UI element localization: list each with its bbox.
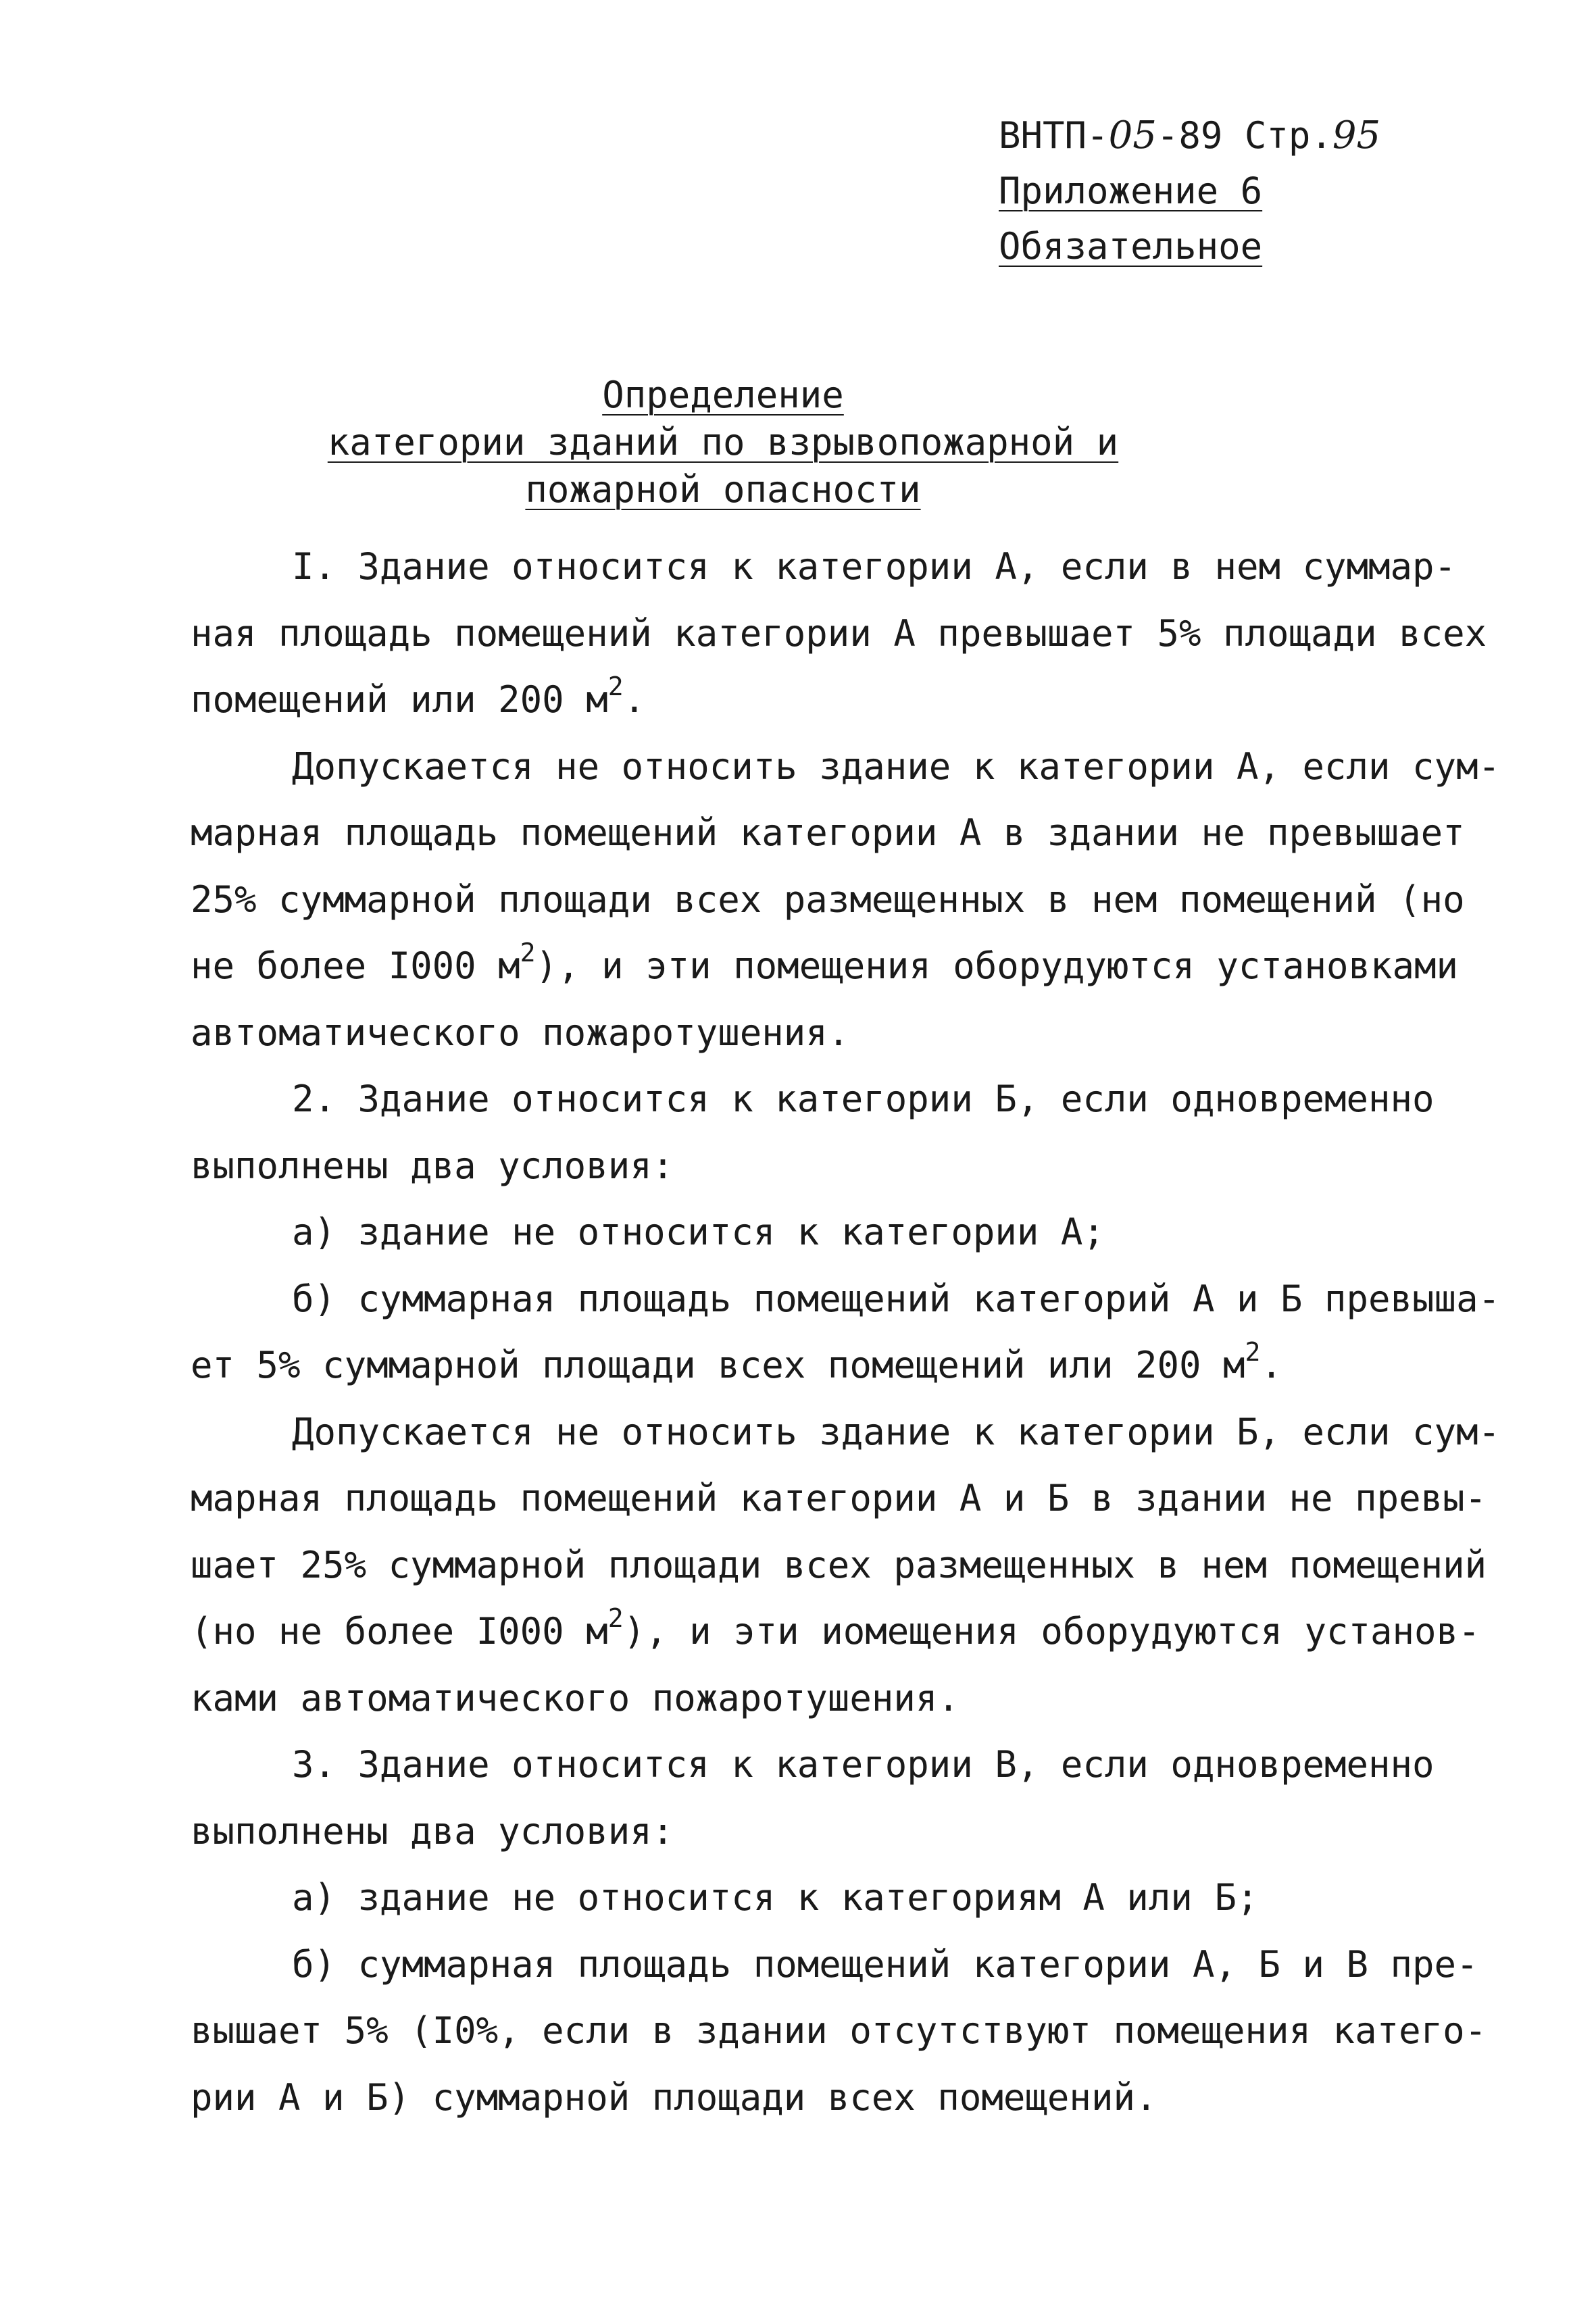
text-line [191, 1332, 1407, 1399]
text-fragment: ), и эти иомещения оборудуются установ- [623, 1610, 1480, 1653]
text-line: ная площадь помещений категории А превышает 5% площади всех [191, 611, 1487, 655]
superscript: 2 [607, 1603, 624, 1633]
appendix-status: Обязательное [999, 225, 1263, 268]
text-fragment: не более I000 м [191, 945, 520, 987]
text-fragment: . [1260, 1344, 1282, 1386]
document-body [191, 534, 1501, 2131]
text-line: автоматического пожаротушения. [191, 1011, 850, 1054]
text-fragment: ет 5% суммарной площади всех помещений или 200 м [191, 1344, 1245, 1386]
superscript: 2 [607, 672, 624, 701]
text-line: марная площадь помещений категории А и Б в здании не превы- [191, 1477, 1487, 1519]
document-header [999, 108, 1380, 274]
text-line: б) суммарная площадь помещений категории А, Б и В пре- [292, 1942, 1478, 1986]
text-line: Допускается не относить здание к категории А, если сум- [292, 745, 1501, 788]
text-line: шает 25% суммарной площади всех размещенных в нем помещений [191, 1543, 1487, 1586]
text-line [191, 933, 1459, 1000]
title-line-1: Определение [602, 374, 844, 416]
text-line: а) здание не относится к категориям А или Б; [292, 1876, 1259, 1919]
doc-code-prefix: ВНТП- [999, 114, 1109, 157]
text-line: б) суммарная площадь помещений категорий А и Б превыша- [292, 1277, 1501, 1320]
text-fragment: ), и эти помещения оборудуются установками [535, 945, 1459, 987]
text-line [191, 1599, 1480, 1665]
doc-code-handwritten: 05 [1108, 114, 1157, 157]
text-line: ками автоматического пожаротушения. [191, 1676, 959, 1719]
text-line: а) здание не относится к категории А; [292, 1211, 1105, 1253]
text-fragment: помещений или 200 м [191, 678, 608, 721]
text-line: 2. Здание относится к категории Б, если одновременно [292, 1078, 1435, 1120]
text-fragment: (но не более I000 м [191, 1610, 608, 1653]
page-number: 95 [1332, 114, 1381, 157]
doc-code-suffix: -89 Стр. [1156, 114, 1332, 157]
text-line: выполнены два условия: [191, 1144, 674, 1187]
text-fragment: . [623, 678, 646, 721]
text-line: 3. Здание относится к категории В, если одновременно [292, 1743, 1435, 1786]
title-line-2: категории зданий по взрывопожарной и [327, 421, 1119, 463]
text-line: 25% суммарной площади всех размещенных в нем помещений (но [191, 878, 1465, 921]
text-line: I. Здание относится к категории А, если в нем суммар- [292, 545, 1457, 588]
text-line [191, 667, 1407, 734]
text-line: рии А и Б) суммарной площади всех помещений. [191, 2076, 1157, 2119]
appendix-label: Приложение 6 [999, 170, 1263, 212]
text-line: вышает 5% (I0%, если в здании отсутствуют помещения катего- [191, 2009, 1487, 2052]
title-line-3: пожарной опасности [525, 468, 921, 511]
text-line: выполнены два условия: [191, 1809, 674, 1853]
text-line: Допускается не относить здание к категории Б, если сум- [292, 1410, 1501, 1453]
superscript: 2 [1245, 1337, 1261, 1367]
doc-code [999, 108, 1380, 164]
text-line: марная площадь помещений категории А в здании не превышает [191, 811, 1465, 854]
superscript: 2 [520, 938, 536, 967]
document-title [0, 372, 1446, 513]
